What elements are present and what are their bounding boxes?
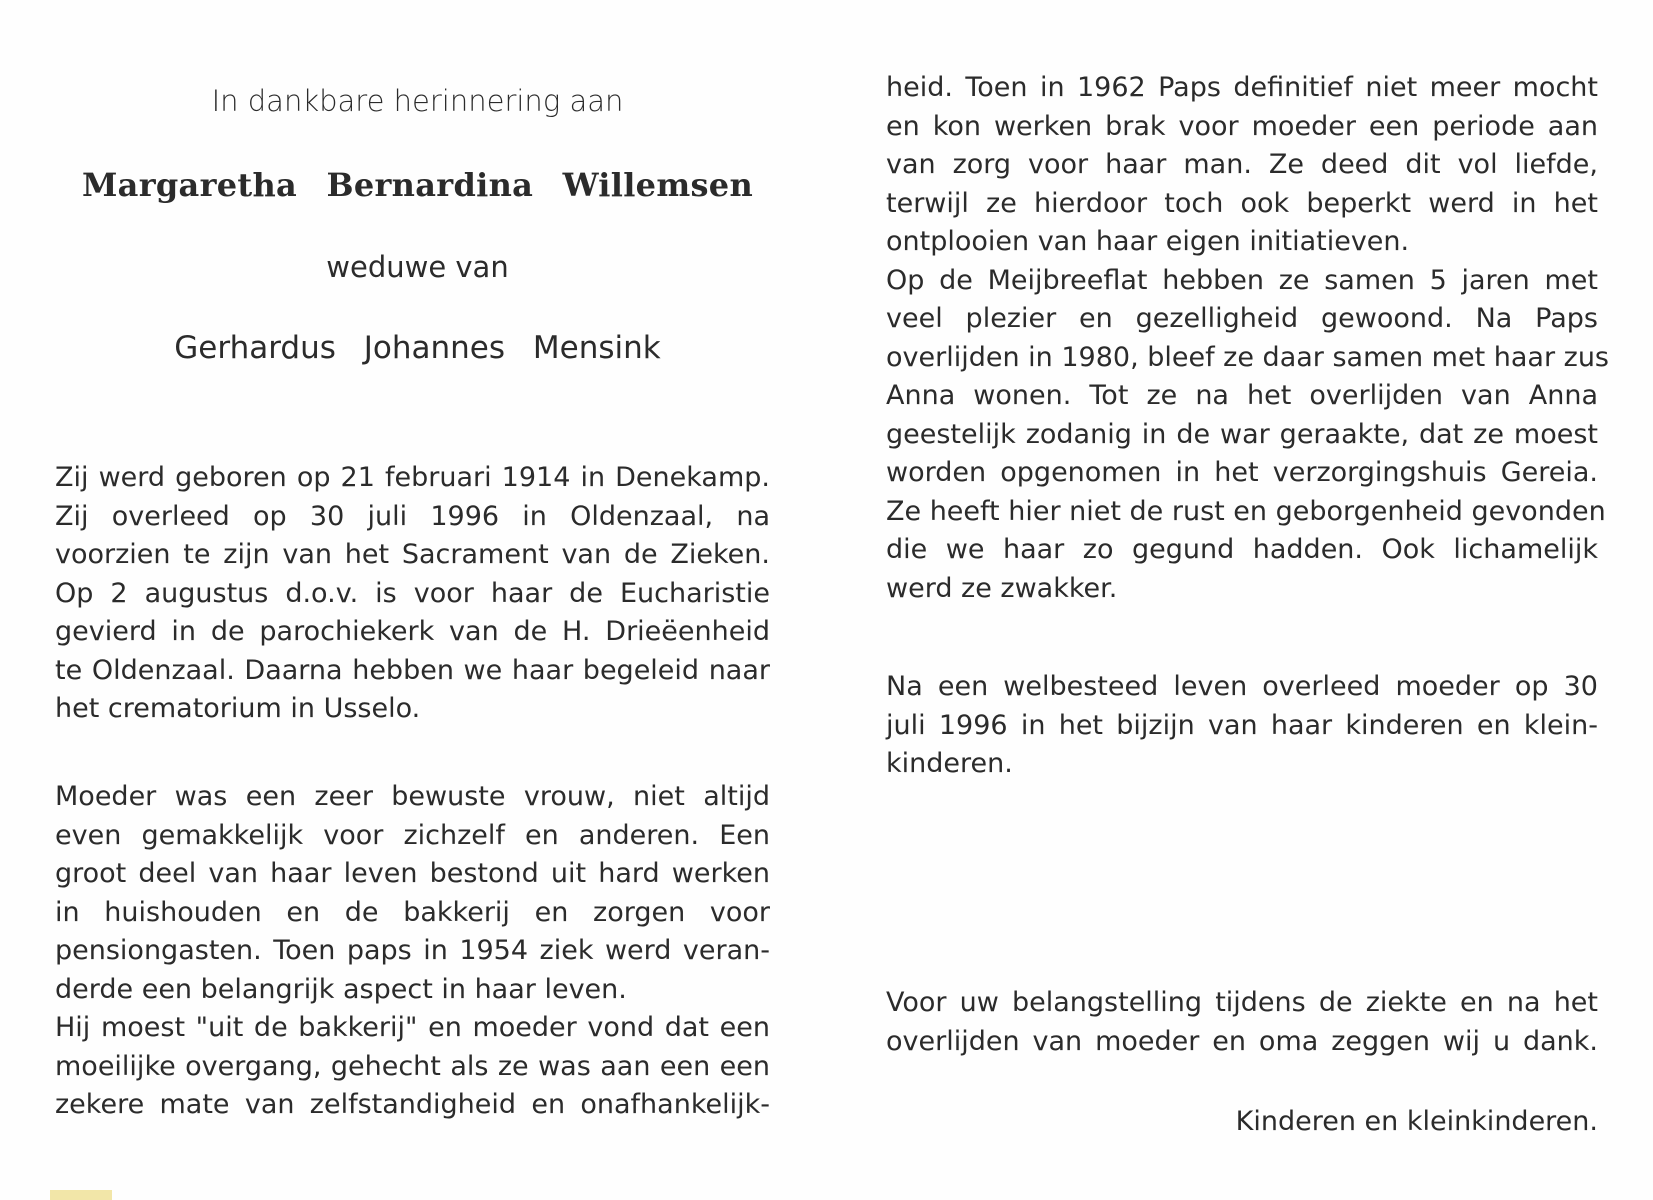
text-line: terwijl ze hierdoor toch ook beperkt werd in het: [886, 187, 1598, 219]
text-line: Op 2 augustus d.o.v. is voor haar de Eucharistie: [55, 577, 770, 609]
text-line: groot deel van haar leven bestond uit hard werken: [55, 858, 770, 889]
text-line: het crematorium in Usselo.: [55, 693, 421, 724]
right-paragraph-thanks: [886, 984, 1598, 1061]
right-paragraph-death: [886, 668, 1598, 784]
text-line: Na een welbesteed leven overleed moeder op 30: [886, 671, 1598, 702]
text-line: ontplooien van haar eigen initiatieven.: [886, 226, 1410, 257]
text-line: en kon werken brak voor moeder een periode aan: [886, 110, 1598, 142]
text-line: juli 1996 in het bijzijn van haar kinderen en klein-: [886, 709, 1598, 741]
left-paragraph-birth-death: [55, 459, 770, 729]
text-line: Op de Meijbreeflat hebben ze samen 5 jaren met: [886, 264, 1598, 296]
text-line: gevierd in de parochiekerk van de H. Drieëenheid: [55, 616, 770, 647]
text-line: die we haar zo gegund hadden. Ook lichamelijk: [886, 534, 1598, 565]
text-line: Moeder was een zeer bewuste vrouw, niet altijd: [55, 781, 770, 812]
text-line: Voor uw belangstelling tijdens de ziekte en na het: [886, 987, 1598, 1018]
intro-line: In dankbare herinnering aan: [211, 84, 624, 118]
text-line: geestelijk zodanig in de war geraakte, dat ze moest: [886, 418, 1598, 450]
text-line: Ze heeft hier niet de rust en geborgenheid gevonden: [886, 495, 1606, 527]
text-line: werd ze zwakker.: [886, 572, 1118, 604]
text-line: heid. Toen in 1962 Paps definitief niet meer mocht: [886, 72, 1598, 103]
right-paragraph-life-continued: [886, 69, 1610, 608]
text-line: worden opgenomen in het verzorgingshuis Gereia.: [886, 457, 1598, 488]
yellow-tape-mark: [50, 1190, 112, 1200]
spouse-name: Gerhardus Johannes Mensink: [174, 330, 661, 366]
text-line: kinderen.: [886, 748, 1013, 779]
text-line: even gemakkelijk voor zichzelf en anderen. Een: [55, 819, 770, 851]
text-line: voorzien te zijn van het Sacrament van de Zieken.: [55, 539, 770, 570]
closing-signature: Kinderen en kleinkinderen.: [1235, 1106, 1598, 1137]
text-line: Hij moest "uit de bakkerij" en moeder vond dat een: [55, 1012, 770, 1043]
text-line: zekere mate van zelfstandigheid en onafhankelijk-: [55, 1089, 770, 1120]
text-line: pensiongasten. Toen paps in 1954 ziek werd veran-: [55, 935, 770, 966]
text-line: te Oldenzaal. Daarna hebben we haar begeleid naar: [55, 654, 770, 686]
left-paragraph-life: [55, 778, 770, 1125]
deceased-name: Margaretha Bernardina Willemsen: [81, 166, 754, 204]
text-line: veel plezier en gezelligheid gewoond. Na Paps: [886, 303, 1598, 334]
text-line: Zij overleed op 30 juli 1996 in Oldenzaal, na: [55, 500, 770, 532]
text-line: moeilijke overgang, gehecht als ze was aan een een: [55, 1050, 770, 1082]
text-line: Anna wonen. Tot ze na het overlijden van Anna: [886, 380, 1598, 411]
text-line: overlijden in 1980, bleef ze daar samen met haar zus: [886, 341, 1610, 373]
text-line: in huishouden en de bakkerij en zorgen voor: [55, 896, 770, 928]
relation-line: weduwe van: [326, 250, 509, 284]
text-line: overlijden van moeder en oma zeggen wij u dank.: [886, 1025, 1598, 1057]
text-line: van zorg voor haar man. Ze deed dit vol liefde,: [886, 149, 1598, 180]
text-line: derde een belangrijk aspect in haar leven.: [55, 973, 627, 1005]
text-line: Zij werd geboren op 21 februari 1914 in Denekamp.: [55, 462, 770, 493]
